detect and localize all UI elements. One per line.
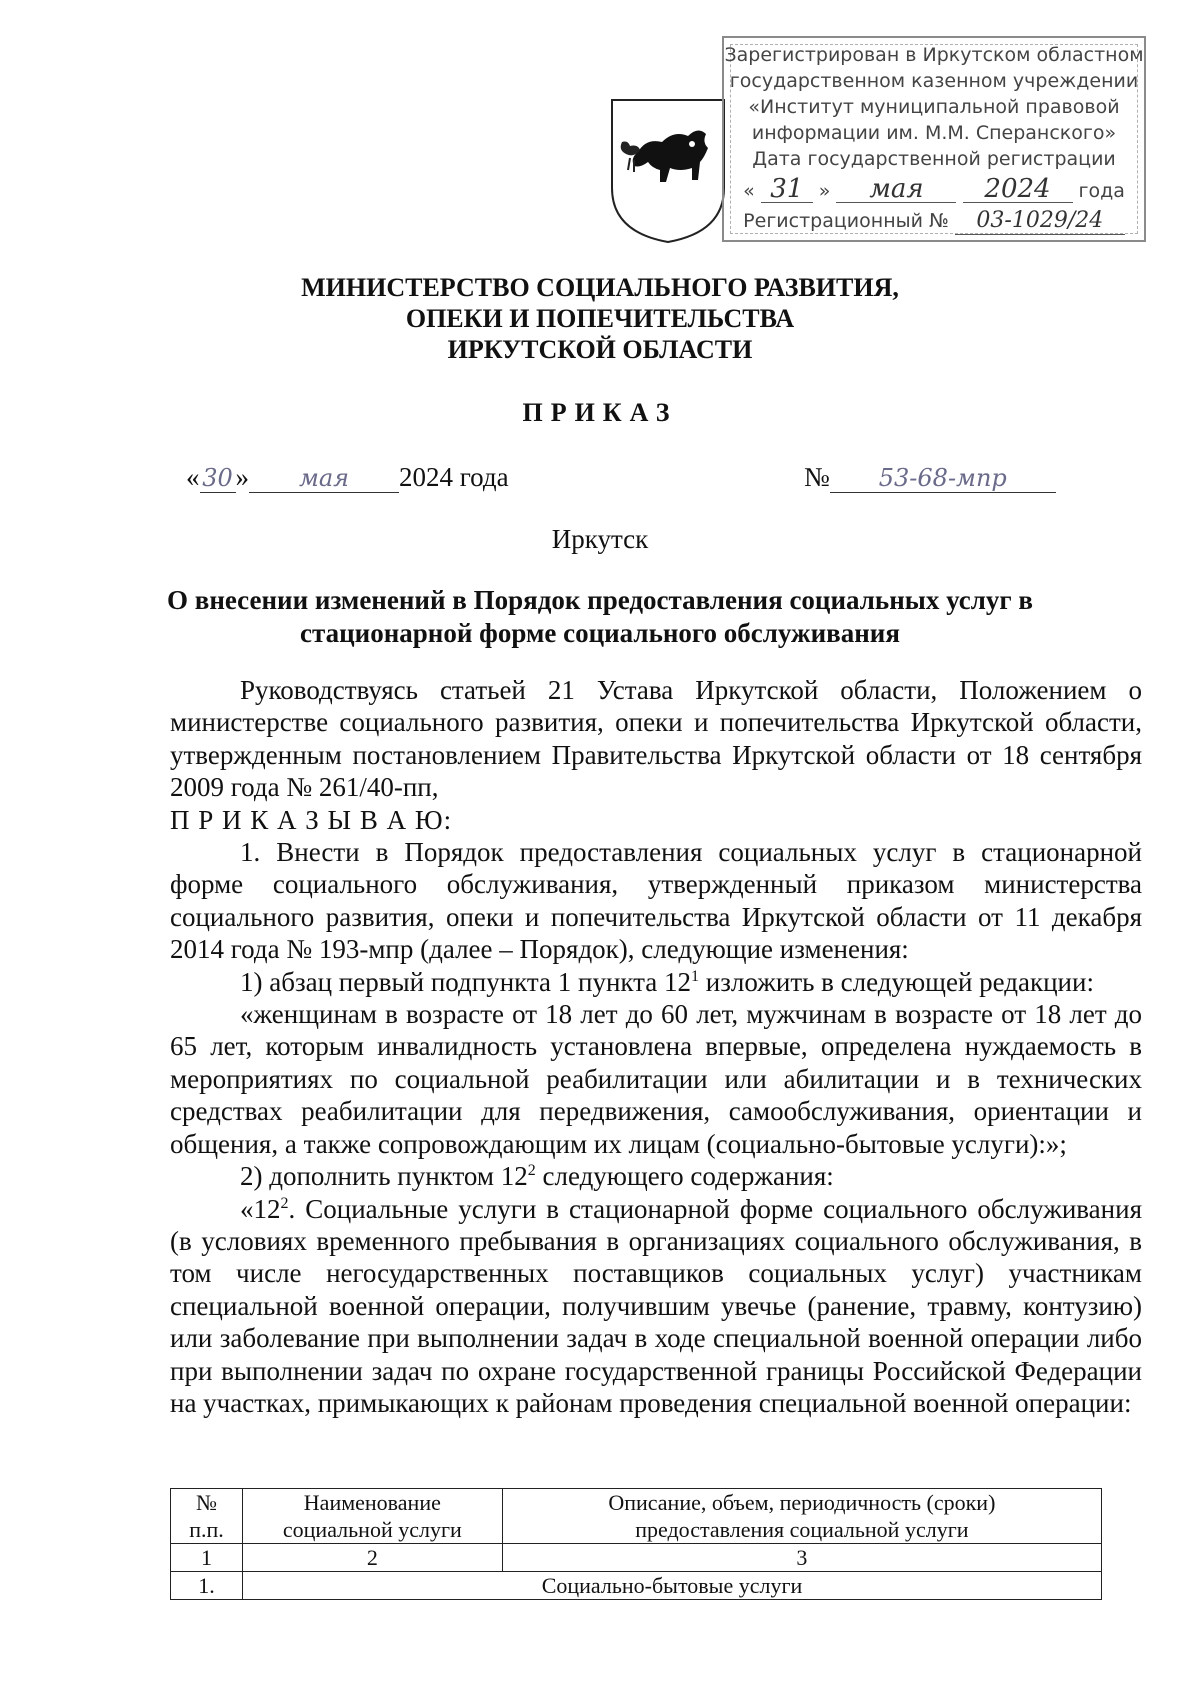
ministry-header	[0, 272, 1200, 365]
stamp-date-day: 31	[761, 176, 813, 203]
order-date-open-quote: «	[186, 462, 200, 492]
clause-1-paragraph: 1. Внести в Порядок предоставления социальных услуг в стационарной форме социального обслуживания, утвержденный приказом министерства социального развития, опеки и попечительства Иркутской области от 11 декабря 2014 года № 193-мпр (далее – Порядок), следующие изменения:	[170, 837, 1142, 965]
stamp-line-2: государственном казенном учреждении	[729, 70, 1139, 92]
stamp-reg-line	[724, 208, 1144, 235]
stamp-reg-label: Регистрационный №	[743, 210, 949, 232]
order-subject-line-2: стационарной форме социального обслуживания	[300, 618, 900, 648]
subclause-1-paragraph	[170, 966, 1142, 998]
order-body	[170, 674, 1142, 1419]
order-city: Иркутск	[551, 524, 649, 554]
order-subject	[0, 584, 1200, 650]
section-title-cell: Социально-бытовые услуги	[242, 1572, 1101, 1600]
stamp-line-5: Дата государственной регистрации	[752, 148, 1116, 170]
table-header-cell	[242, 1489, 502, 1544]
order-date-close-quote: »	[235, 462, 249, 492]
table-section-row	[171, 1572, 1102, 1600]
coat-of-arms-emblem	[608, 96, 728, 244]
header-col3-line2: предоставления социальной услуги	[635, 1517, 969, 1542]
subclause-1-text-b: изложить в следующей редакции:	[699, 966, 1094, 997]
table-header-cell	[171, 1489, 243, 1544]
stamp-date-open-quote: «	[743, 180, 755, 202]
header-col2-line2: социальной услуги	[282, 1517, 462, 1542]
stamp-line-4: информации им. М.М. Сперанского»	[751, 122, 1117, 144]
numbering-cell: 1	[171, 1544, 243, 1572]
ministry-line-1: МИНИСТЕРСТВО СОЦИАЛЬНОГО РАЗВИТИЯ,	[301, 273, 899, 302]
new-clause-text-b: . Социальные услуги в стационарной форме социального обслуживания (в условиях временного пребывания в организациях социального обслуживания, в том числе негосударственных поставщиков социальных услуг) участникам специальной военной операции, получившим увечье (ранение, травму, контузию) или заболевание при выполнении задач в ходе специальной военной операции либо при выполнении задач по охране государственной границы Российской Федерации на участках, примыкающих к районам проведения специальной военной операции:	[170, 1193, 1142, 1418]
order-number-label: №	[804, 462, 830, 492]
order-subject-line-1: О внесении изменений в Порядок предоставления социальных услуг в	[166, 585, 1033, 615]
ministry-line-3: ИРКУТСКОЙ ОБЛАСТИ	[447, 335, 753, 364]
order-date-month: мая	[249, 464, 399, 493]
section-number-cell: 1.	[171, 1572, 243, 1600]
new-wording-paragraph: «женщинам в возрасте от 18 лет до 60 лет, мужчинам в возрасте от 18 лет до 65 лет, которым инвалидность установлена впервые, определена нуждаемость в мероприятиях по социальной реабилитации или абилитации и в технических средствах реабилитации для передвижения, самообслуживания, ориентации и общения, а также сопровождающим их лицам (социально-бытовые услуги):»;	[170, 999, 1142, 1159]
registration-stamp	[722, 36, 1146, 242]
stamp-line-1: Зарегистрирован в Иркутском областном	[724, 44, 1144, 66]
stamp-date-suffix: года	[1078, 180, 1125, 202]
order-title: ПРИКАЗ	[522, 398, 678, 427]
header-col2-line1: Наименование	[303, 1490, 441, 1515]
services-table	[170, 1488, 1102, 1600]
order-directive: П Р И К А З Ы В А Ю:	[170, 804, 453, 835]
subclause-2-paragraph	[170, 1160, 1142, 1192]
new-clause-superscript: 2	[280, 1194, 289, 1212]
stamp-date-close-quote: »	[818, 180, 831, 202]
ministry-line-2: ОПЕКИ И ПОПЕЧИТЕЛЬСТВА	[405, 304, 795, 333]
subclause-1-superscript: 1	[691, 967, 700, 985]
subclause-2-text-a: 2) дополнить пунктом 12	[240, 1161, 528, 1192]
stamp-date-month: мая	[836, 176, 956, 203]
stamp-line-3: «Институт муниципальной правовой	[748, 96, 1120, 118]
stamp-reg-number: 03-1029/24	[955, 208, 1125, 235]
table-numbering-row	[171, 1544, 1102, 1572]
stamp-date-year: 2024	[963, 176, 1073, 203]
new-clause-text-a: «12	[240, 1193, 281, 1224]
header-col1-line2: п.п.	[189, 1517, 224, 1542]
new-clause-paragraph	[170, 1193, 1142, 1420]
stamp-date-line	[724, 176, 1144, 204]
header-col1-line1: №	[195, 1490, 217, 1515]
order-number-value: 53-68-мпр	[830, 464, 1056, 493]
order-date-year: 2024 года	[399, 462, 509, 492]
preamble-paragraph: Руководствуясь статьей 21 Устава Иркутской области, Положением о министерстве социального развития, опеки и попечительства Иркутской области, утвержденным постановлением Правительства Иркутской области от 18 сентября 2009 года № 261/40-пп,	[170, 675, 1142, 803]
table-header-row	[171, 1489, 1102, 1544]
numbering-cell: 3	[502, 1544, 1101, 1572]
order-date	[186, 462, 509, 493]
table-header-cell	[502, 1489, 1101, 1544]
header-col3-line1: Описание, объем, периодичность (сроки)	[608, 1490, 996, 1515]
subclause-2-text-b: следующего содержания:	[535, 1161, 834, 1192]
order-number	[804, 462, 1056, 493]
numbering-cell: 2	[242, 1544, 502, 1572]
subclause-1-text-a: 1) абзац первый подпункта 1 пункта 12	[240, 966, 692, 997]
subclause-2-superscript: 2	[527, 1162, 536, 1180]
order-date-day: 30	[200, 464, 236, 493]
